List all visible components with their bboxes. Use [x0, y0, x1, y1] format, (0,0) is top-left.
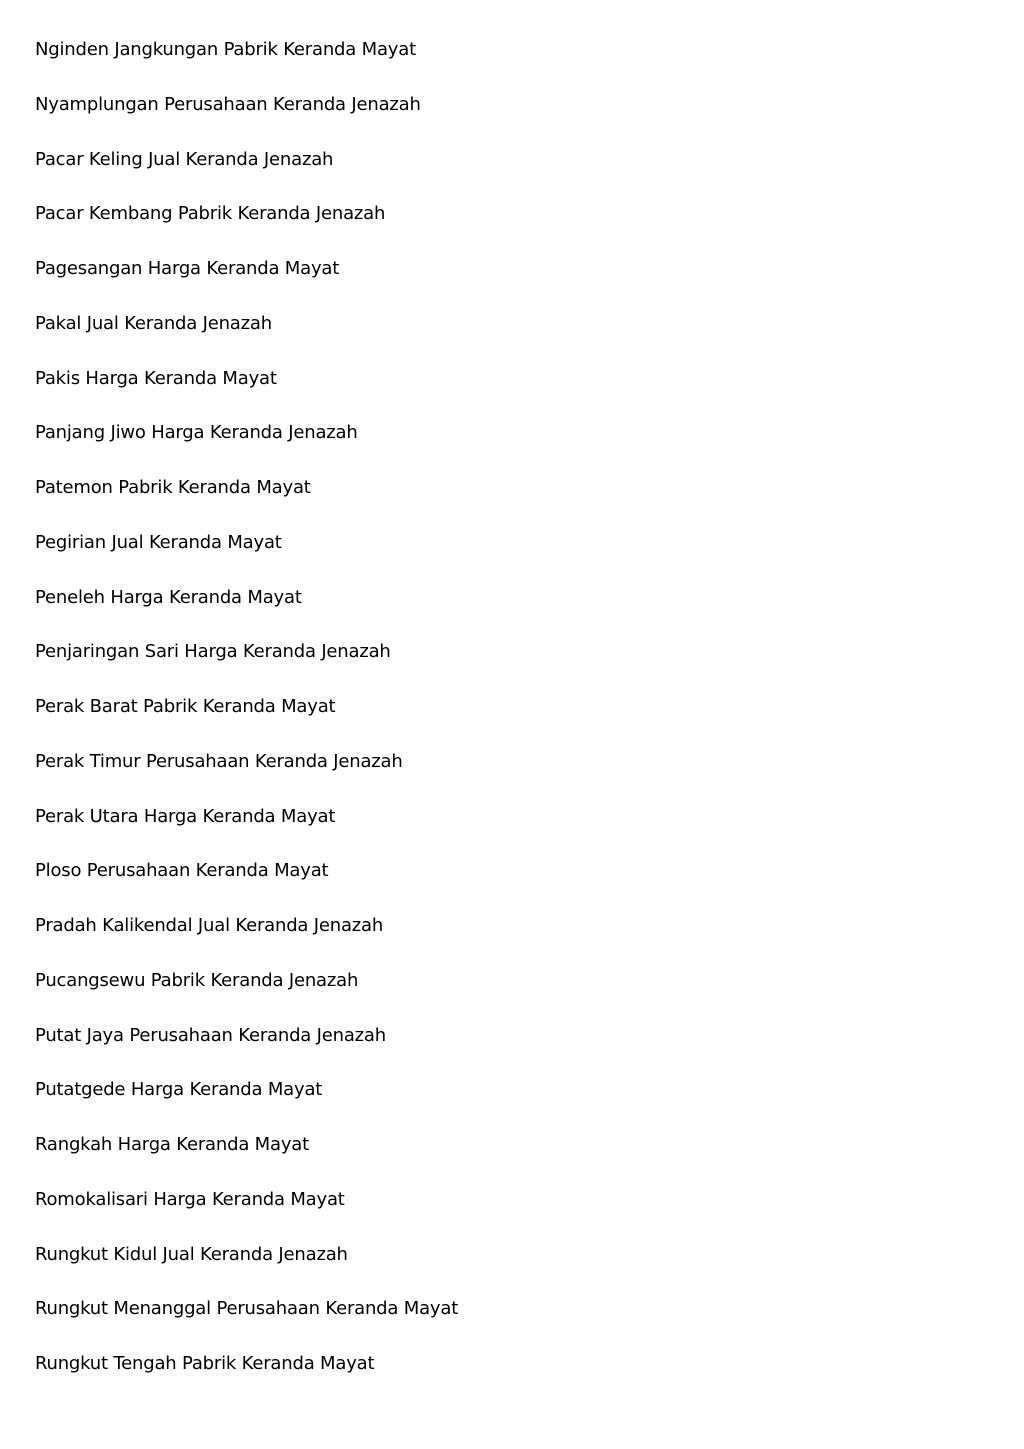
list-item: Nyamplungan Perusahaan Keranda Jenazah — [35, 93, 421, 115]
list-item: Ploso Perusahaan Keranda Mayat — [35, 860, 329, 882]
list-item: Rungkut Kidul Jual Keranda Jenazah — [35, 1243, 348, 1265]
list-item: Putat Jaya Perusahaan Keranda Jenazah — [35, 1024, 386, 1046]
list-item: Penjaringan Sari Harga Keranda Jenazah — [35, 641, 391, 663]
list-item: Rangkah Harga Keranda Mayat — [35, 1134, 309, 1155]
list-item: Perak Timur Perusahaan Keranda Jenazah — [35, 750, 403, 772]
list-item: Pradah Kalikendal Jual Keranda Jenazah — [35, 915, 384, 936]
list-item: Pagesangan Harga Keranda Mayat — [35, 258, 340, 279]
list-item: Pakal Jual Keranda Jenazah — [35, 312, 272, 334]
list-item: Panjang Jiwo Harga Keranda Jenazah — [35, 422, 358, 444]
list-item: Pegirian Jual Keranda Mayat — [35, 531, 282, 553]
list-item: Pucangsewu Pabrik Keranda Jenazah — [35, 969, 359, 991]
list-item: Perak Barat Pabrik Keranda Mayat — [35, 696, 336, 717]
list-item: Putatgede Harga Keranda Mayat — [35, 1079, 323, 1101]
list-item: Rungkut Tengah Pabrik Keranda Mayat — [35, 1353, 375, 1374]
list-item: Romokalisari Harga Keranda Mayat — [35, 1188, 345, 1210]
list-item: Perak Utara Harga Keranda Mayat — [35, 805, 336, 827]
list-item: Peneleh Harga Keranda Mayat — [35, 586, 302, 608]
list-item: Pacar Keling Jual Keranda Jenazah — [35, 148, 334, 170]
list-item: Pacar Kembang Pabrik Keranda Jenazah — [35, 203, 386, 225]
list-item: Nginden Jangkungan Pabrik Keranda Mayat — [35, 39, 416, 60]
list-item: Rungkut Menanggal Perusahaan Keranda Mayat — [35, 1298, 459, 1320]
location-list — [35, 36, 458, 1405]
list-item: Pakis Harga Keranda Mayat — [35, 367, 277, 389]
list-item: Patemon Pabrik Keranda Mayat — [35, 477, 311, 498]
